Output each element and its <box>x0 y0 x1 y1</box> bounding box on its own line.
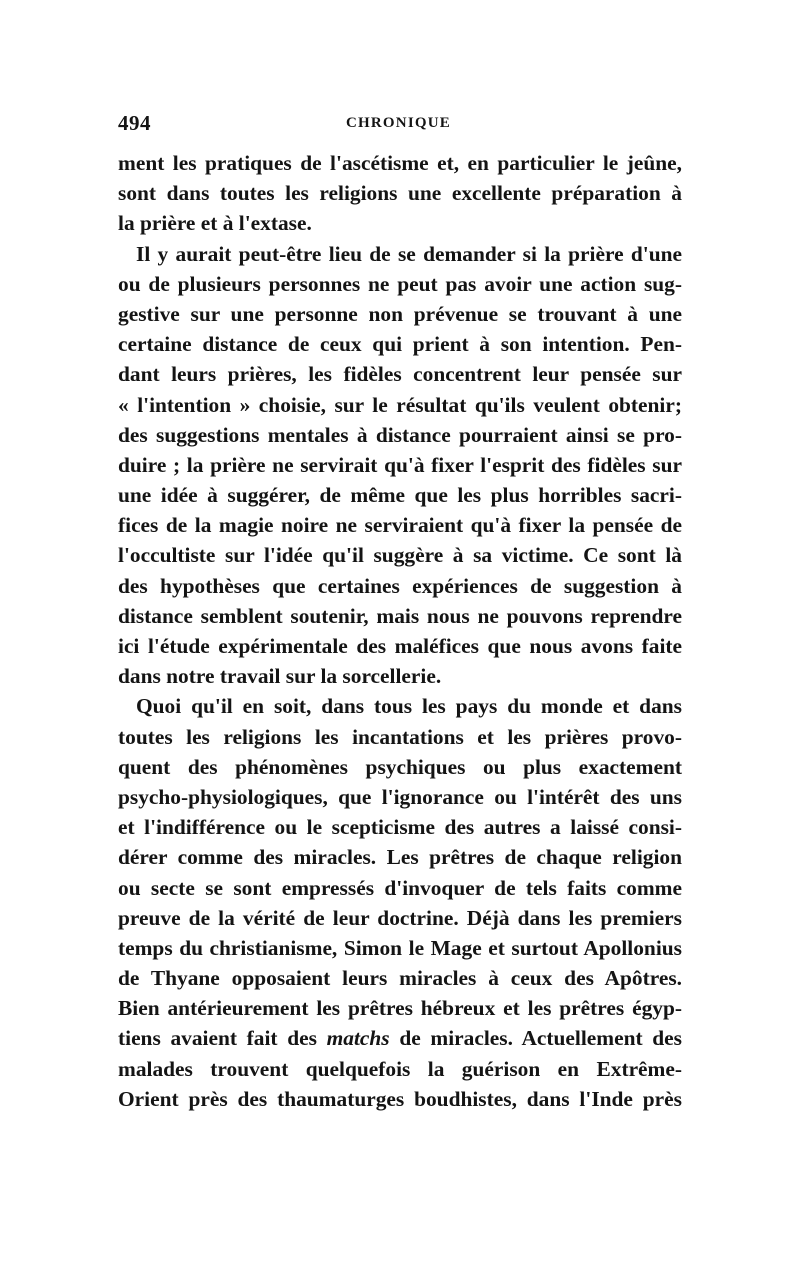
page-header <box>118 111 682 139</box>
text-line-with-italic <box>118 1023 682 1053</box>
running-title: CHRONIQUE <box>346 115 451 131</box>
text-line: ici l'étude expérimentale des maléfices que nous avons faite <box>118 634 682 658</box>
text-line: preuve de la vérité de leur doctrine. Déjà dans les premiers <box>118 905 682 930</box>
body-text <box>118 148 682 1114</box>
text-line: psycho-physiologiques, que l'ignorance ou l'intérêt des uns <box>118 784 682 809</box>
paragraph-start-line: Quoi qu'il en soit, dans tous les pays du monde et dans <box>136 694 682 719</box>
text-line: Bien antérieurement les prêtres hébreux et les prêtres égyp- <box>118 996 682 1021</box>
text-line: Orient près des thaumaturges boudhistes, dans l'Inde près <box>118 1086 682 1111</box>
text-line: l'occultiste sur l'idée qu'il suggère à sa victime. Ce sont là <box>118 543 682 568</box>
page-number: 494 <box>118 111 151 135</box>
text-line: dérer comme des miracles. Les prêtres de chaque religion <box>118 845 682 870</box>
text-line: quent des phénomènes psychiques ou plus exactement <box>118 754 682 779</box>
text-line: malades trouvent quelquefois la guérison en Extrême- <box>118 1056 682 1081</box>
text-line: de Thyane opposaient leurs miracles à ceux des Apôtres. <box>118 966 682 991</box>
text-line: une idée à suggérer, de même que les plus horribles sacri- <box>118 483 682 508</box>
text-line: ou de plusieurs personnes ne peut pas avoir une action sug- <box>118 271 682 296</box>
text-line: des hypothèses que certaines expériences de suggestion à <box>118 573 682 598</box>
paragraph-start-line: Il y aurait peut-être lieu de se demander si la prière d'une <box>136 241 682 266</box>
text-line: toutes les religions les incantations et les prières provo- <box>118 724 682 749</box>
text-line: « l'intention » choisie, sur le résultat qu'ils veulent obtenir; <box>118 392 682 417</box>
text-line: sont dans toutes les religions une excellente préparation à <box>118 181 682 206</box>
text-line: gestive sur une personne non prévenue se trouvant à une <box>118 301 682 326</box>
text-line: dant leurs prières, les fidèles concentrent leur pensée sur <box>118 362 682 387</box>
text-line: temps du christianisme, Simon le Mage et surtout Apollonius <box>118 935 682 960</box>
text-line: la prière et à l'extase. <box>118 211 312 236</box>
text-line: et l'indifférence ou le scepticisme des autres a laissé consi- <box>118 815 682 840</box>
text-line: des suggestions mentales à distance pourraient ainsi se pro- <box>118 422 682 447</box>
text-line: ment les pratiques de l'ascétisme et, en particulier le jeûne, <box>118 151 682 175</box>
text-line: distance semblent soutenir, mais nous ne pouvons reprendre <box>118 603 682 628</box>
text-line: certaine distance de ceux qui prient à son intention. Pen- <box>118 332 682 357</box>
text-line: fices de la magie noire ne serviraient qu'à fixer la pensée de <box>118 513 682 538</box>
text-line: ou secte se sont empressés d'invoquer de tels faits comme <box>118 875 682 900</box>
text-segment: de miracles. Actuellement des <box>399 1026 682 1051</box>
italic-word: matchs <box>326 1026 390 1051</box>
text-segment: tiens avaient fait des <box>118 1026 317 1051</box>
text-line: dans notre travail sur la sorcellerie. <box>118 664 442 689</box>
text-line: duire ; la prière ne servirait qu'à fixer l'esprit des fidèles sur <box>118 452 682 477</box>
